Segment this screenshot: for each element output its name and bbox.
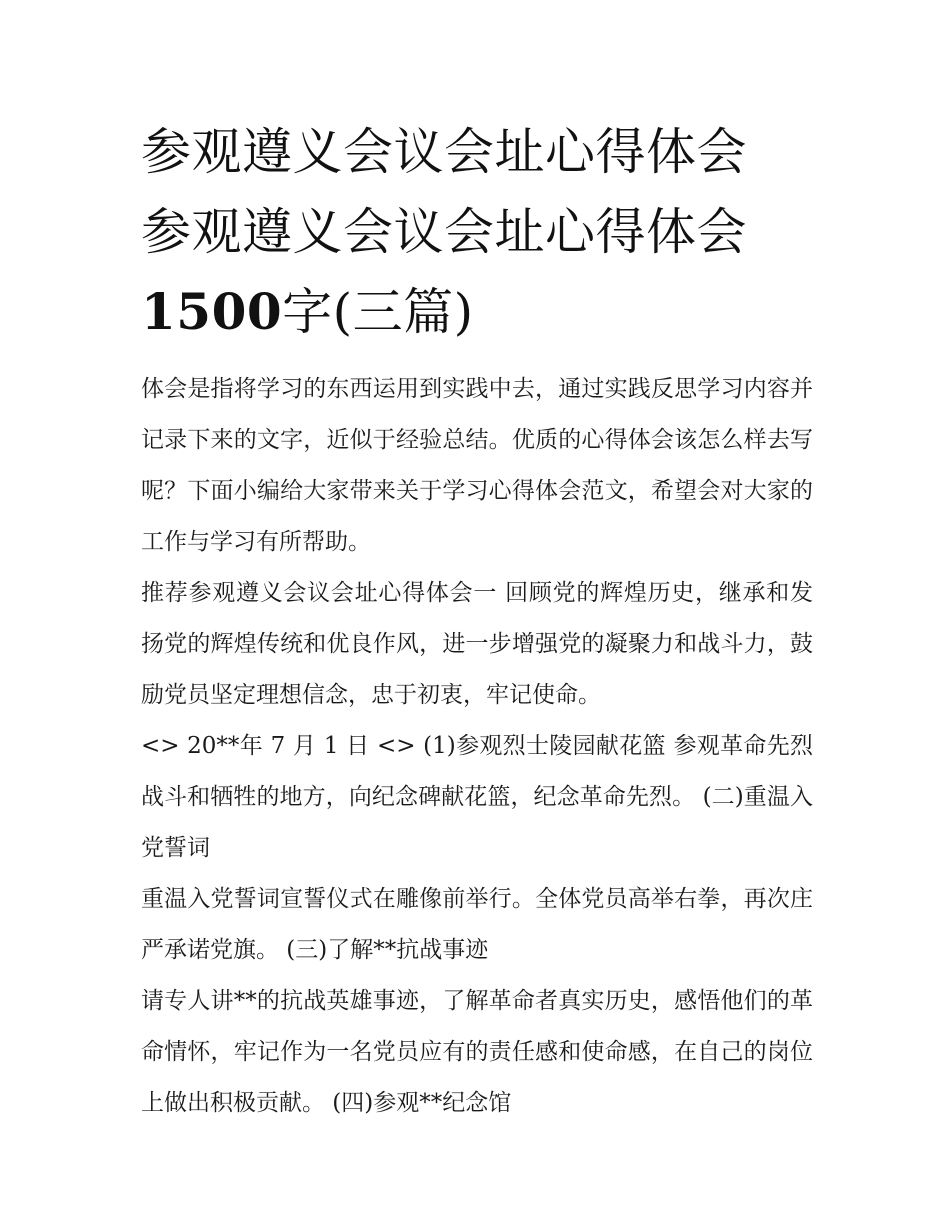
activity-paragraph: <> 20**年 7 月 1 日 <> (1)参观烈士陵园献花篮 参观革命先烈战斗和牺牲的地方，向纪念碑献花篮，纪念革命先烈。 (二)重温入党誓词 xyxy=(141,733,813,861)
oath-paragraph: 重温入党誓词宣誓仪式在雕像前举行。全体党员高举右拳，再次庄严承诺党旗。 (三)了解**抗战事迹 xyxy=(141,886,813,963)
document-body xyxy=(141,364,813,1129)
recommendation-paragraph: 推荐参观遵义会议会址心得体会一 回顾党的辉煌历史，继承和发扬党的辉煌传统和优良作风，进一步增强党的凝聚力和战斗力，鼓励党员坚定理想信念，忠于初衷，牢记使命。 xyxy=(141,580,813,708)
intro-paragraph: 体会是指将学习的东西运用到实践中去，通过实践反思学习内容并记录下来的文字，近似于经验总结。优质的心得体会该怎么样去写呢？下面小编给大家带来关于学习心得体会范文，希望会对大家的工作与学习有所帮助。 xyxy=(141,376,813,555)
history-paragraph: 请专人讲**的抗战英雄事迹，了解革命者真实历史，感悟他们的革命情怀，牢记作为一名党员应有的责任感和使命感，在自己的岗位上做出积极贡献。 (四)参观**纪念馆 xyxy=(141,988,813,1116)
document-title: 参观遵义会议会址心得体会 参观遵义会议会址心得体会1500字(三篇) xyxy=(141,123,747,341)
document-content xyxy=(141,112,813,1129)
